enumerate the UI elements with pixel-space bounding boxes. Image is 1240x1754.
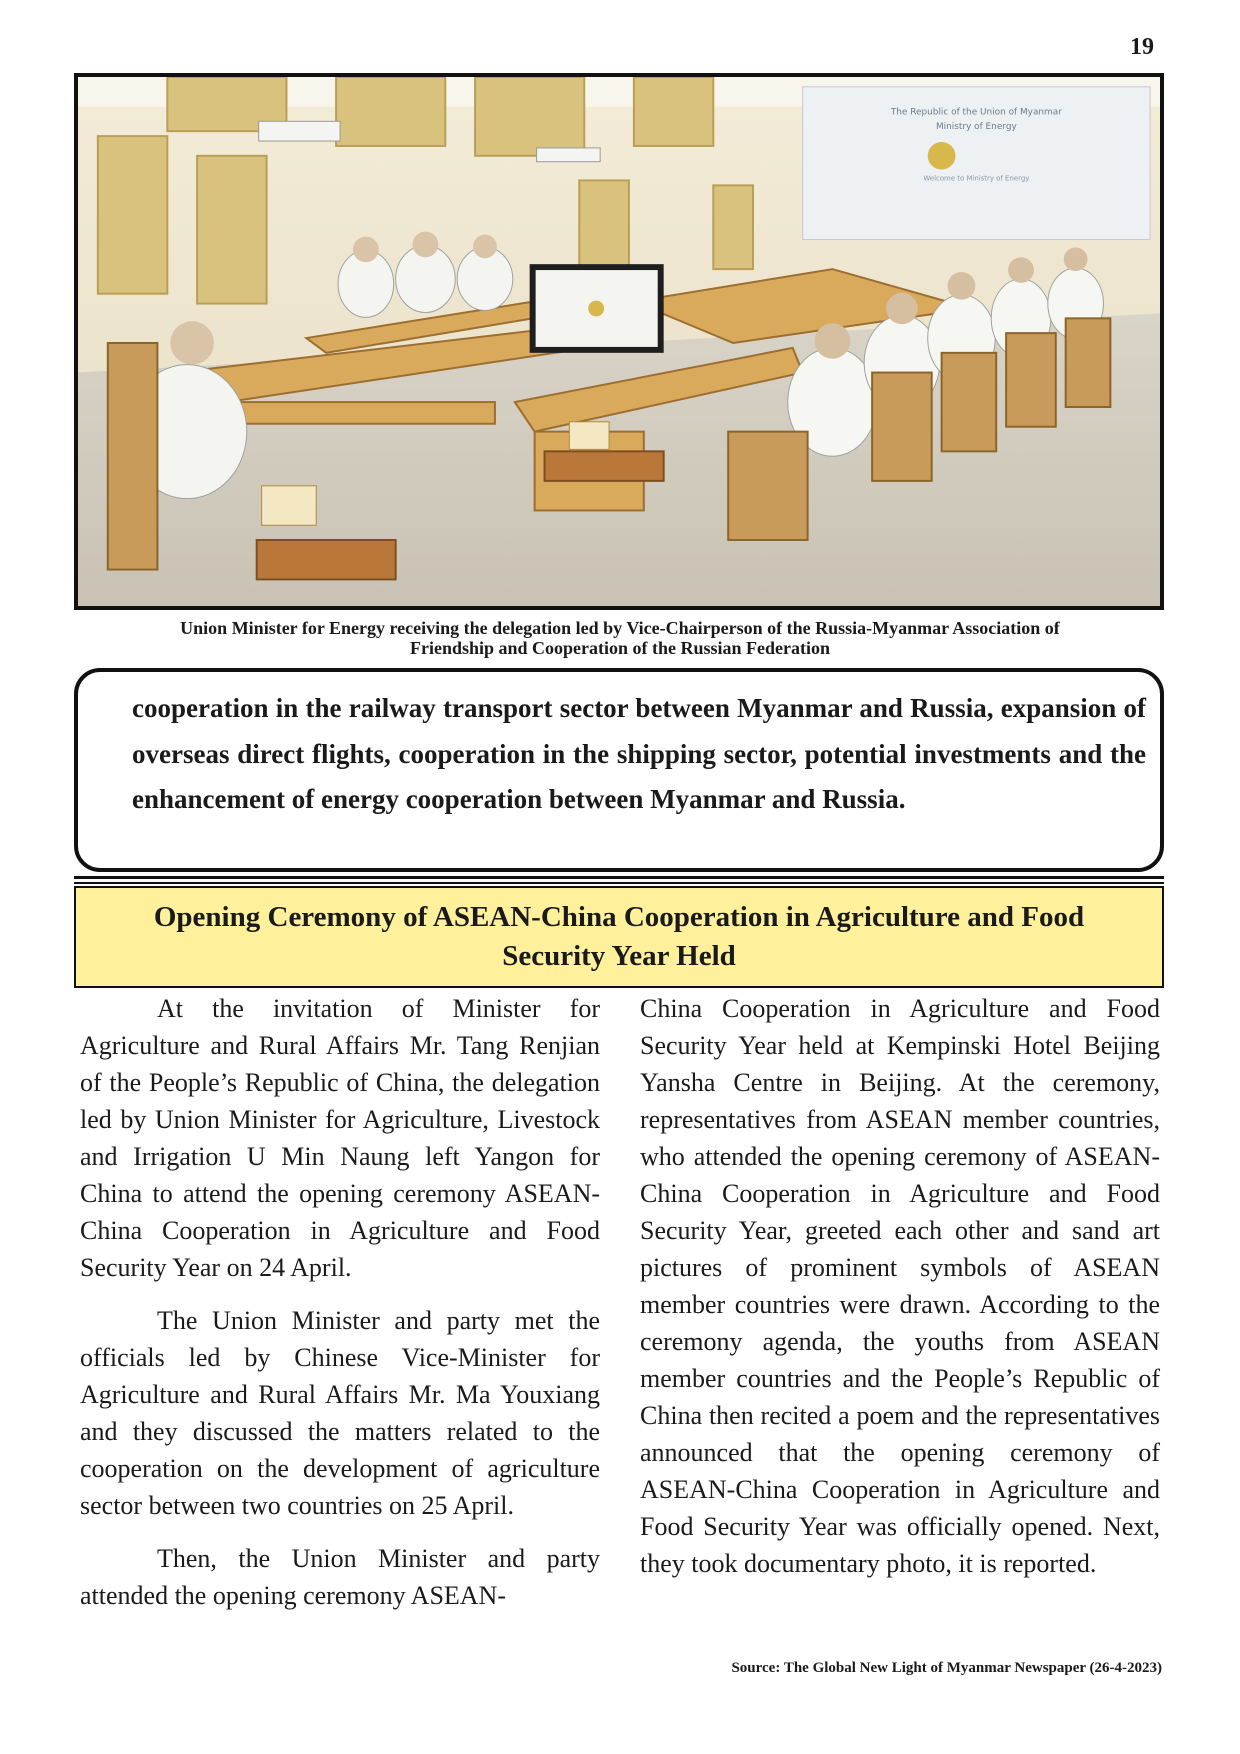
- divider-rule-bottom: [74, 882, 1164, 884]
- monitor-screen: [530, 264, 664, 353]
- article-paragraph: At the invitation of Minister for Agriculture and Rural Affairs Mr. Tang Renjian of the People’s Republic of China, the delegation led by Union Minister for Agriculture, Livestock and Irrigation U Min Naung left Yangon for China to attend the opening ceremony ASEAN-China Cooperation in Agriculture and Food Security Year on 24 April.: [80, 994, 600, 1282]
- article-left-column: [80, 990, 600, 1630]
- article-paragraph: The Union Minister and party met the officials led by Chinese Vice-Minister for Agriculture and Rural Affairs Mr. Ma Youxiang and they discussed the matters related to the cooperation on the development of agriculture sector between two countries on 25 April.: [80, 1306, 600, 1520]
- photo-caption: [80, 618, 1160, 658]
- screen-title-text: The Republic of the Union of Myanmar: [890, 107, 1062, 118]
- projection-screen: [803, 87, 1150, 240]
- highlight-box: [74, 668, 1164, 872]
- headline-line-1: Opening Ceremony of ASEAN-China Cooperation in Agriculture and Food: [153, 901, 1085, 933]
- headline-line-2: Security Year Held: [502, 940, 736, 972]
- caption-line-2: Friendship and Cooperation of the Russian Federation: [409, 638, 831, 658]
- meeting-photo: [74, 73, 1164, 610]
- article-headline: [154, 898, 1084, 976]
- highlight-text: cooperation in the railway transport sector between Myanmar and Russia, expansion of overseas direct flights, cooperation in the shipping sector, potential investments and the enhancement of energy cooperation between Myanmar and Russia.: [132, 693, 1146, 814]
- page-number: 19: [1130, 34, 1154, 60]
- article-paragraph: China Cooperation in Agriculture and Food Security Year held at Kempinski Hotel Beijing Yansha Centre in Beijing. At the ceremony, representatives from ASEAN member countries, who attended the opening ceremony of ASEAN-China Cooperation in Agriculture and Food Security Year, greeted each other and sand art pictures of prominent symbols of ASEAN member countries were drawn. According to the ceremony agenda, the youths from ASEAN member countries and the People’s Republic of China then recited a poem and the representatives announced that the opening ceremony of ASEAN-China Cooperation in Agriculture and Food Security Year was officially opened. Next, they took documentary photo, it is reported.: [640, 994, 1160, 1578]
- article-headline-box: [74, 886, 1164, 988]
- screen-subtitle-text: Ministry of Energy: [935, 122, 1017, 133]
- article-source: Source: The Global New Light of Myanmar Newspaper (26-4-2023): [731, 1660, 1162, 1676]
- article-right-column: [640, 990, 1160, 1598]
- divider-rule-top: [74, 876, 1164, 879]
- article-paragraph: Then, the Union Minister and party attended the opening ceremony ASEAN-: [80, 1544, 600, 1610]
- meeting-room-illustration: [78, 77, 1160, 606]
- caption-line-1: Union Minister for Energy receiving the delegation led by Vice-Chairperson of the Russia-Myanmar Association of: [180, 618, 1060, 638]
- screen-welcome-text: Welcome to Ministry of Energy: [923, 174, 1030, 183]
